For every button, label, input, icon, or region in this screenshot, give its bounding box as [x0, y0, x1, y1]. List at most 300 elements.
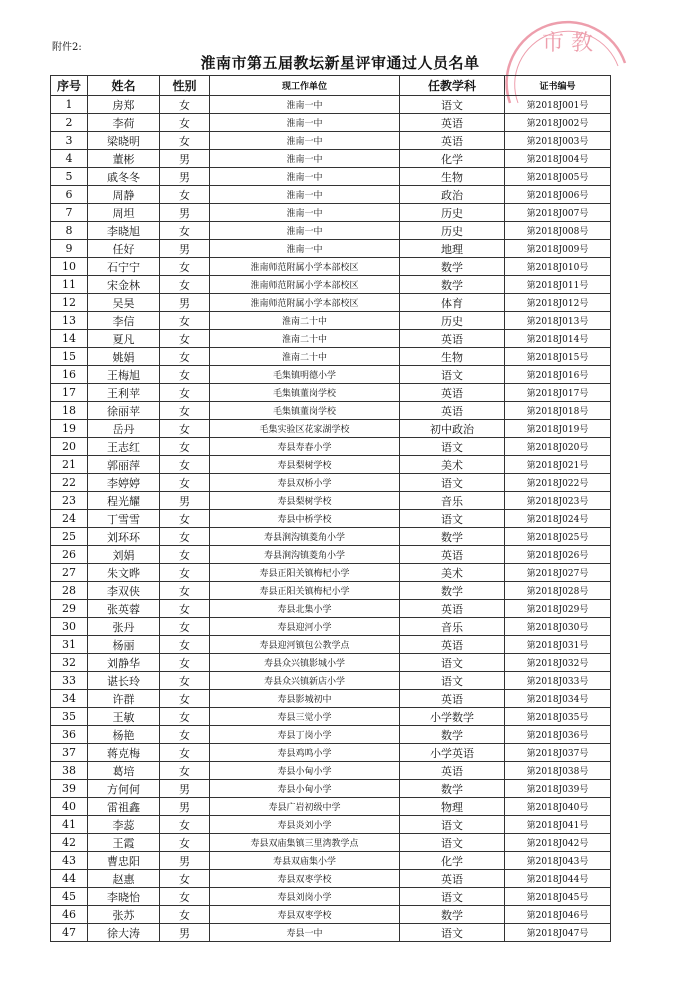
cell-subject: 物理 [400, 798, 505, 816]
cell-certificate: 第2018J045号 [505, 888, 611, 906]
cell-subject: 语文 [400, 438, 505, 456]
table-row [51, 636, 611, 654]
table-row [51, 690, 611, 708]
cell-workplace: 寿县小甸小学 [210, 762, 400, 780]
cell-name: 李晓怡 [88, 888, 160, 906]
cell-certificate: 第2018J034号 [505, 690, 611, 708]
cell-gender: 女 [160, 402, 210, 420]
cell-subject: 地理 [400, 240, 505, 258]
table-row [51, 870, 611, 888]
cell-gender: 女 [160, 258, 210, 276]
cell-index: 15 [51, 348, 88, 366]
cell-subject: 数学 [400, 780, 505, 798]
cell-gender: 女 [160, 114, 210, 132]
cell-index: 12 [51, 294, 88, 312]
cell-workplace: 寿县双庙集小学 [210, 852, 400, 870]
cell-certificate: 第2018J015号 [505, 348, 611, 366]
cell-workplace: 淮南师范附属小学本部校区 [210, 294, 400, 312]
table-row [51, 816, 611, 834]
cell-subject: 数学 [400, 906, 505, 924]
cell-index: 27 [51, 564, 88, 582]
cell-certificate: 第2018J012号 [505, 294, 611, 312]
cell-name: 吴昊 [88, 294, 160, 312]
cell-index: 23 [51, 492, 88, 510]
cell-workplace: 寿县三觉小学 [210, 708, 400, 726]
table-row [51, 582, 611, 600]
cell-subject: 历史 [400, 204, 505, 222]
table-row [51, 726, 611, 744]
cell-index: 13 [51, 312, 88, 330]
cell-certificate: 第2018J020号 [505, 438, 611, 456]
cell-index: 25 [51, 528, 88, 546]
table-row [51, 330, 611, 348]
table-row [51, 708, 611, 726]
cell-certificate: 第2018J003号 [505, 132, 611, 150]
cell-name: 房郑 [88, 96, 160, 114]
cell-name: 朱文晔 [88, 564, 160, 582]
cell-gender: 女 [160, 816, 210, 834]
cell-certificate: 第2018J047号 [505, 924, 611, 942]
cell-certificate: 第2018J017号 [505, 384, 611, 402]
cell-name: 李信 [88, 312, 160, 330]
cell-gender: 女 [160, 762, 210, 780]
table-row [51, 906, 611, 924]
header-index: 序号 [51, 76, 88, 96]
cell-certificate: 第2018J021号 [505, 456, 611, 474]
cell-subject: 语文 [400, 816, 505, 834]
cell-index: 42 [51, 834, 88, 852]
cell-workplace: 寿县双枣学校 [210, 906, 400, 924]
cell-workplace: 寿县迎河镇包公教学点 [210, 636, 400, 654]
header-name: 姓名 [88, 76, 160, 96]
cell-gender: 男 [160, 204, 210, 222]
cell-certificate: 第2018J031号 [505, 636, 611, 654]
cell-subject: 数学 [400, 276, 505, 294]
cell-subject: 语文 [400, 366, 505, 384]
cell-name: 王梅旭 [88, 366, 160, 384]
cell-index: 2 [51, 114, 88, 132]
cell-gender: 女 [160, 564, 210, 582]
cell-workplace: 寿县双枣学校 [210, 870, 400, 888]
cell-workplace: 毛集镇明德小学 [210, 366, 400, 384]
cell-index: 4 [51, 150, 88, 168]
cell-certificate: 第2018J007号 [505, 204, 611, 222]
cell-certificate: 第2018J042号 [505, 834, 611, 852]
cell-index: 28 [51, 582, 88, 600]
cell-name: 谌长玲 [88, 672, 160, 690]
table-row [51, 402, 611, 420]
table-row [51, 276, 611, 294]
cell-subject: 生物 [400, 168, 505, 186]
cell-index: 45 [51, 888, 88, 906]
cell-index: 40 [51, 798, 88, 816]
cell-subject: 英语 [400, 690, 505, 708]
cell-subject: 化学 [400, 150, 505, 168]
cell-gender: 女 [160, 276, 210, 294]
cell-name: 刘环环 [88, 528, 160, 546]
cell-certificate: 第2018J014号 [505, 330, 611, 348]
cell-subject: 语文 [400, 96, 505, 114]
cell-gender: 男 [160, 852, 210, 870]
cell-workplace: 寿县小甸小学 [210, 780, 400, 798]
cell-subject: 音乐 [400, 492, 505, 510]
cell-workplace: 淮南师范附属小学本部校区 [210, 276, 400, 294]
cell-gender: 女 [160, 582, 210, 600]
cell-certificate: 第2018J005号 [505, 168, 611, 186]
cell-workplace: 淮南一中 [210, 204, 400, 222]
cell-name: 徐丽苹 [88, 402, 160, 420]
cell-certificate: 第2018J037号 [505, 744, 611, 762]
cell-certificate: 第2018J046号 [505, 906, 611, 924]
cell-index: 36 [51, 726, 88, 744]
cell-subject: 音乐 [400, 618, 505, 636]
cell-gender: 女 [160, 672, 210, 690]
cell-workplace: 寿县涧沟镇菱角小学 [210, 546, 400, 564]
cell-index: 44 [51, 870, 88, 888]
cell-certificate: 第2018J008号 [505, 222, 611, 240]
cell-certificate: 第2018J028号 [505, 582, 611, 600]
cell-index: 32 [51, 654, 88, 672]
cell-name: 李晓旭 [88, 222, 160, 240]
cell-workplace: 毛集镇董岗学校 [210, 402, 400, 420]
table-row [51, 132, 611, 150]
cell-gender: 女 [160, 546, 210, 564]
cell-certificate: 第2018J041号 [505, 816, 611, 834]
cell-gender: 女 [160, 474, 210, 492]
cell-name: 雷祖鑫 [88, 798, 160, 816]
table-row [51, 762, 611, 780]
cell-certificate: 第2018J038号 [505, 762, 611, 780]
cell-name: 王敏 [88, 708, 160, 726]
cell-subject: 语文 [400, 672, 505, 690]
cell-workplace: 淮南一中 [210, 114, 400, 132]
table-row [51, 456, 611, 474]
table-row [51, 528, 611, 546]
cell-workplace: 淮南二十中 [210, 330, 400, 348]
cell-workplace: 寿县丁岗小学 [210, 726, 400, 744]
cell-workplace: 寿县众兴镇影城小学 [210, 654, 400, 672]
attachment-label: 附件2: [52, 42, 82, 53]
table-row [51, 672, 611, 690]
document-title: 淮南市第五届教坛新星评审通过人员名单 [200, 54, 480, 72]
cell-index: 9 [51, 240, 88, 258]
cell-gender: 女 [160, 726, 210, 744]
cell-name: 任好 [88, 240, 160, 258]
cell-name: 王志红 [88, 438, 160, 456]
cell-gender: 女 [160, 132, 210, 150]
cell-subject: 数学 [400, 258, 505, 276]
cell-index: 10 [51, 258, 88, 276]
cell-name: 许群 [88, 690, 160, 708]
cell-certificate: 第2018J025号 [505, 528, 611, 546]
awardee-table [50, 75, 611, 942]
cell-subject: 数学 [400, 582, 505, 600]
cell-certificate: 第2018J024号 [505, 510, 611, 528]
cell-index: 18 [51, 402, 88, 420]
table-row [51, 564, 611, 582]
cell-certificate: 第2018J004号 [505, 150, 611, 168]
cell-name: 刘娟 [88, 546, 160, 564]
cell-workplace: 寿县影城初中 [210, 690, 400, 708]
cell-workplace: 淮南一中 [210, 186, 400, 204]
table-row [51, 222, 611, 240]
cell-name: 王霞 [88, 834, 160, 852]
cell-index: 5 [51, 168, 88, 186]
cell-gender: 女 [160, 222, 210, 240]
cell-subject: 英语 [400, 762, 505, 780]
cell-name: 刘静华 [88, 654, 160, 672]
cell-certificate: 第2018J030号 [505, 618, 611, 636]
table-row [51, 96, 611, 114]
cell-name: 石宁宁 [88, 258, 160, 276]
cell-gender: 女 [160, 870, 210, 888]
cell-workplace: 寿县炎刘小学 [210, 816, 400, 834]
cell-name: 张丹 [88, 618, 160, 636]
cell-workplace: 寿县双桥小学 [210, 474, 400, 492]
cell-subject: 英语 [400, 402, 505, 420]
cell-index: 11 [51, 276, 88, 294]
cell-certificate: 第2018J040号 [505, 798, 611, 816]
cell-gender: 女 [160, 420, 210, 438]
cell-gender: 女 [160, 690, 210, 708]
cell-gender: 女 [160, 438, 210, 456]
cell-index: 39 [51, 780, 88, 798]
table-row [51, 780, 611, 798]
table-row [51, 294, 611, 312]
cell-workplace: 寿县梨树学校 [210, 456, 400, 474]
table-row [51, 474, 611, 492]
table-row [51, 150, 611, 168]
cell-index: 16 [51, 366, 88, 384]
cell-subject: 英语 [400, 870, 505, 888]
cell-workplace: 寿县梨树学校 [210, 492, 400, 510]
cell-index: 26 [51, 546, 88, 564]
table-row [51, 168, 611, 186]
cell-certificate: 第2018J044号 [505, 870, 611, 888]
cell-certificate: 第2018J036号 [505, 726, 611, 744]
cell-workplace: 淮南一中 [210, 168, 400, 186]
cell-workplace: 淮南一中 [210, 240, 400, 258]
cell-subject: 语文 [400, 924, 505, 942]
cell-workplace: 毛集镇董岗学校 [210, 384, 400, 402]
cell-name: 李婷婷 [88, 474, 160, 492]
table-row [51, 204, 611, 222]
cell-subject: 语文 [400, 654, 505, 672]
cell-workplace: 寿县一中 [210, 924, 400, 942]
cell-certificate: 第2018J011号 [505, 276, 611, 294]
cell-gender: 女 [160, 744, 210, 762]
cell-certificate: 第2018J023号 [505, 492, 611, 510]
cell-name: 李荷 [88, 114, 160, 132]
table-row [51, 834, 611, 852]
cell-subject: 语文 [400, 510, 505, 528]
cell-index: 3 [51, 132, 88, 150]
cell-subject: 数学 [400, 528, 505, 546]
cell-subject: 化学 [400, 852, 505, 870]
cell-index: 20 [51, 438, 88, 456]
cell-certificate: 第2018J022号 [505, 474, 611, 492]
cell-certificate: 第2018J032号 [505, 654, 611, 672]
cell-subject: 英语 [400, 600, 505, 618]
cell-index: 43 [51, 852, 88, 870]
table-row [51, 744, 611, 762]
cell-certificate: 第2018J035号 [505, 708, 611, 726]
table-row [51, 492, 611, 510]
cell-gender: 女 [160, 654, 210, 672]
cell-workplace: 寿县迎河小学 [210, 618, 400, 636]
cell-index: 35 [51, 708, 88, 726]
cell-name: 周静 [88, 186, 160, 204]
cell-gender: 男 [160, 780, 210, 798]
cell-name: 赵惠 [88, 870, 160, 888]
cell-certificate: 第2018J043号 [505, 852, 611, 870]
cell-workplace: 淮南一中 [210, 222, 400, 240]
cell-gender: 女 [160, 708, 210, 726]
cell-certificate: 第2018J010号 [505, 258, 611, 276]
cell-gender: 女 [160, 888, 210, 906]
cell-certificate: 第2018J027号 [505, 564, 611, 582]
table-row [51, 240, 611, 258]
cell-workplace: 淮南师范附属小学本部校区 [210, 258, 400, 276]
cell-gender: 女 [160, 456, 210, 474]
table-row [51, 510, 611, 528]
cell-name: 丁雪雪 [88, 510, 160, 528]
table-row [51, 384, 611, 402]
table-header-row [51, 76, 611, 96]
cell-workplace: 淮南一中 [210, 150, 400, 168]
cell-name: 梁晓明 [88, 132, 160, 150]
header-certificate: 证书编号 [505, 76, 611, 96]
cell-workplace: 寿县北集小学 [210, 600, 400, 618]
cell-name: 夏凡 [88, 330, 160, 348]
cell-index: 8 [51, 222, 88, 240]
cell-name: 岳丹 [88, 420, 160, 438]
cell-subject: 政治 [400, 186, 505, 204]
cell-name: 姚娟 [88, 348, 160, 366]
cell-workplace: 寿县广岩初级中学 [210, 798, 400, 816]
cell-index: 29 [51, 600, 88, 618]
cell-index: 41 [51, 816, 88, 834]
cell-subject: 美术 [400, 456, 505, 474]
cell-workplace: 寿县中桥学校 [210, 510, 400, 528]
cell-name: 戚冬冬 [88, 168, 160, 186]
cell-workplace: 淮南二十中 [210, 312, 400, 330]
cell-subject: 英语 [400, 636, 505, 654]
cell-name: 徐大涛 [88, 924, 160, 942]
cell-index: 30 [51, 618, 88, 636]
cell-subject: 小学英语 [400, 744, 505, 762]
table-row [51, 366, 611, 384]
table-row [51, 798, 611, 816]
cell-gender: 男 [160, 798, 210, 816]
table-row [51, 852, 611, 870]
cell-name: 杨丽 [88, 636, 160, 654]
cell-workplace: 寿县双庙集镇三里湾教学点 [210, 834, 400, 852]
cell-index: 37 [51, 744, 88, 762]
cell-gender: 女 [160, 906, 210, 924]
cell-subject: 英语 [400, 330, 505, 348]
cell-workplace: 寿县涧沟镇菱角小学 [210, 528, 400, 546]
cell-name: 方何何 [88, 780, 160, 798]
cell-certificate: 第2018J029号 [505, 600, 611, 618]
cell-index: 38 [51, 762, 88, 780]
cell-certificate: 第2018J039号 [505, 780, 611, 798]
cell-index: 7 [51, 204, 88, 222]
cell-gender: 女 [160, 618, 210, 636]
cell-subject: 初中政治 [400, 420, 505, 438]
table-row [51, 186, 611, 204]
cell-certificate: 第2018J026号 [505, 546, 611, 564]
cell-name: 曹忠阳 [88, 852, 160, 870]
cell-workplace: 寿县正阳关镇梅杞小学 [210, 582, 400, 600]
cell-gender: 男 [160, 294, 210, 312]
cell-certificate: 第2018J013号 [505, 312, 611, 330]
header-gender: 性别 [160, 76, 210, 96]
cell-gender: 男 [160, 150, 210, 168]
cell-name: 王利苹 [88, 384, 160, 402]
cell-gender: 女 [160, 348, 210, 366]
cell-subject: 英语 [400, 132, 505, 150]
cell-gender: 女 [160, 510, 210, 528]
cell-workplace: 寿县众兴镇新店小学 [210, 672, 400, 690]
table-row [51, 888, 611, 906]
table-row [51, 114, 611, 132]
cell-index: 34 [51, 690, 88, 708]
cell-name: 蒋克梅 [88, 744, 160, 762]
cell-name: 葛培 [88, 762, 160, 780]
cell-gender: 女 [160, 600, 210, 618]
cell-gender: 女 [160, 96, 210, 114]
cell-index: 1 [51, 96, 88, 114]
header-subject: 任教学科 [400, 76, 505, 96]
cell-name: 张苏 [88, 906, 160, 924]
table-row [51, 924, 611, 942]
table-body [51, 96, 611, 942]
table-row [51, 618, 611, 636]
cell-workplace: 寿县鸡鸣小学 [210, 744, 400, 762]
cell-certificate: 第2018J033号 [505, 672, 611, 690]
cell-workplace: 寿县正阳关镇梅杞小学 [210, 564, 400, 582]
cell-workplace: 寿县寿春小学 [210, 438, 400, 456]
cell-workplace: 寿县刘岗小学 [210, 888, 400, 906]
cell-subject: 语文 [400, 834, 505, 852]
cell-subject: 英语 [400, 546, 505, 564]
cell-certificate: 第2018J018号 [505, 402, 611, 420]
cell-index: 31 [51, 636, 88, 654]
cell-name: 周坦 [88, 204, 160, 222]
cell-index: 46 [51, 906, 88, 924]
cell-index: 33 [51, 672, 88, 690]
cell-workplace: 淮南一中 [210, 96, 400, 114]
cell-subject: 英语 [400, 384, 505, 402]
table-row [51, 546, 611, 564]
cell-name: 张英蓉 [88, 600, 160, 618]
cell-gender: 女 [160, 186, 210, 204]
cell-index: 19 [51, 420, 88, 438]
cell-subject: 体育 [400, 294, 505, 312]
cell-name: 李双侠 [88, 582, 160, 600]
cell-name: 程光耀 [88, 492, 160, 510]
cell-certificate: 第2018J009号 [505, 240, 611, 258]
cell-subject: 历史 [400, 312, 505, 330]
table-row [51, 348, 611, 366]
cell-certificate: 第2018J002号 [505, 114, 611, 132]
cell-index: 21 [51, 456, 88, 474]
cell-name: 郭丽萍 [88, 456, 160, 474]
cell-gender: 女 [160, 366, 210, 384]
cell-workplace: 淮南一中 [210, 132, 400, 150]
cell-gender: 女 [160, 384, 210, 402]
